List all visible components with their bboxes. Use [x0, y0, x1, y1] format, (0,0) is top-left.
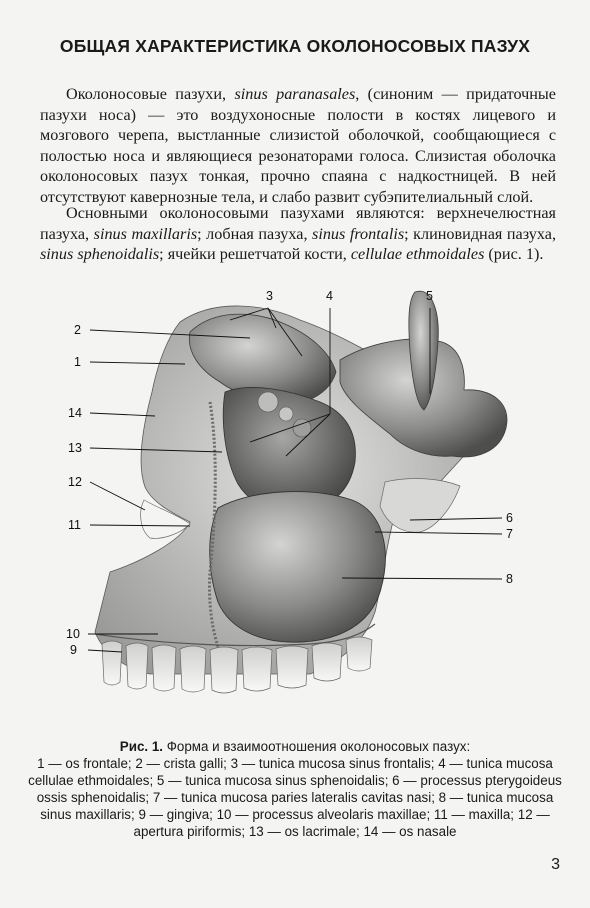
caption-legend-text: 1 — os frontale; 2 — crista galli; 3 — tunica mucosa sinus frontalis; 4 — tunica mucosa cellulae ethmoidales; 5 — tunica mucosa sinus sphenoidalis; 6 — processus pterygoideus ossis sphenoidalis; 7 — tunica mucosa paries lateralis cavitas nasi; 8 — tunica mucosa sinus maxillaris; 9 — gingiva; 10 — processus alveolaris maxillae; 11 — maxilla; 12 — apertura piriformis; 13 — os lacrimale; 14 — os nasale	[28, 756, 562, 839]
fig-label-4: 4	[326, 289, 333, 303]
fig-label-11: 11	[68, 518, 81, 532]
fig-label-8: 8	[506, 572, 513, 586]
fig-label-10: 10	[66, 627, 80, 641]
fig-label-9: 9	[70, 643, 77, 657]
p1-text-c: , (синоним — придаточные пазухи носа) — это воздухоносные полости в костях лицевого и мозгового черепа, выстланные слизистой оболочкой, сообщающиеся с полостью носа и являющиеся резонаторами голоса. Слизистая оболочка околоносовых пазух тонкая, прочно спаяна с надкостницей. В ней отсутствуют кавернозные тела, и слабо развит субэпителиальный слой.	[40, 85, 556, 206]
p1-term-latin: sinus paranasales	[234, 85, 356, 103]
p2-text-c: ; лобная пазуха,	[197, 224, 313, 243]
p1-text-a: Околоносовые пазухи,	[66, 85, 235, 103]
maxillary-sinus-shape	[210, 492, 386, 643]
fig-label-1: 1	[74, 355, 81, 369]
fig-label-7: 7	[506, 527, 513, 541]
sinuses-list-paragraph	[40, 203, 556, 265]
p2-text-e: ; клиновидная пазуха,	[404, 224, 556, 243]
fig-label-2: 2	[74, 323, 81, 337]
caption-heading	[20, 738, 570, 755]
p2-text-i: (рис. 1).	[484, 245, 544, 264]
caption-label: Рис. 1.	[119, 739, 164, 754]
p2-term-ethmoidales: cellulae ethmoidales	[350, 245, 485, 264]
anatomy-illustration	[40, 272, 556, 732]
figure-caption	[20, 738, 570, 840]
p2-term-maxillaris: sinus maxillaris	[93, 224, 198, 243]
fig-label-12: 12	[68, 475, 82, 489]
fig-label-13: 13	[68, 441, 82, 455]
page-title: ОБЩАЯ ХАРАКТЕРИСТИКА ОКОЛОНОСОВЫХ ПАЗУХ	[59, 36, 531, 56]
p2-term-sphenoidalis: sinus sphenoidalis	[40, 245, 160, 264]
fig-label-14: 14	[68, 406, 82, 420]
p2-text-a: Основными околоносовыми пазухами являются: верхнечелюстная пазуха,	[40, 204, 556, 243]
fig-label-6: 6	[506, 511, 513, 525]
page-number: 3	[551, 856, 560, 873]
intro-paragraph	[40, 84, 556, 208]
caption-heading-text: Форма и взаимоотношения околоносовых пазух:	[163, 739, 471, 754]
p2-term-frontalis: sinus frontalis	[312, 224, 405, 243]
fig-label-5: 5	[426, 289, 433, 303]
p2-text-g: ; ячейки решетчатой кости,	[159, 245, 351, 264]
fig-label-3: 3	[266, 289, 273, 303]
